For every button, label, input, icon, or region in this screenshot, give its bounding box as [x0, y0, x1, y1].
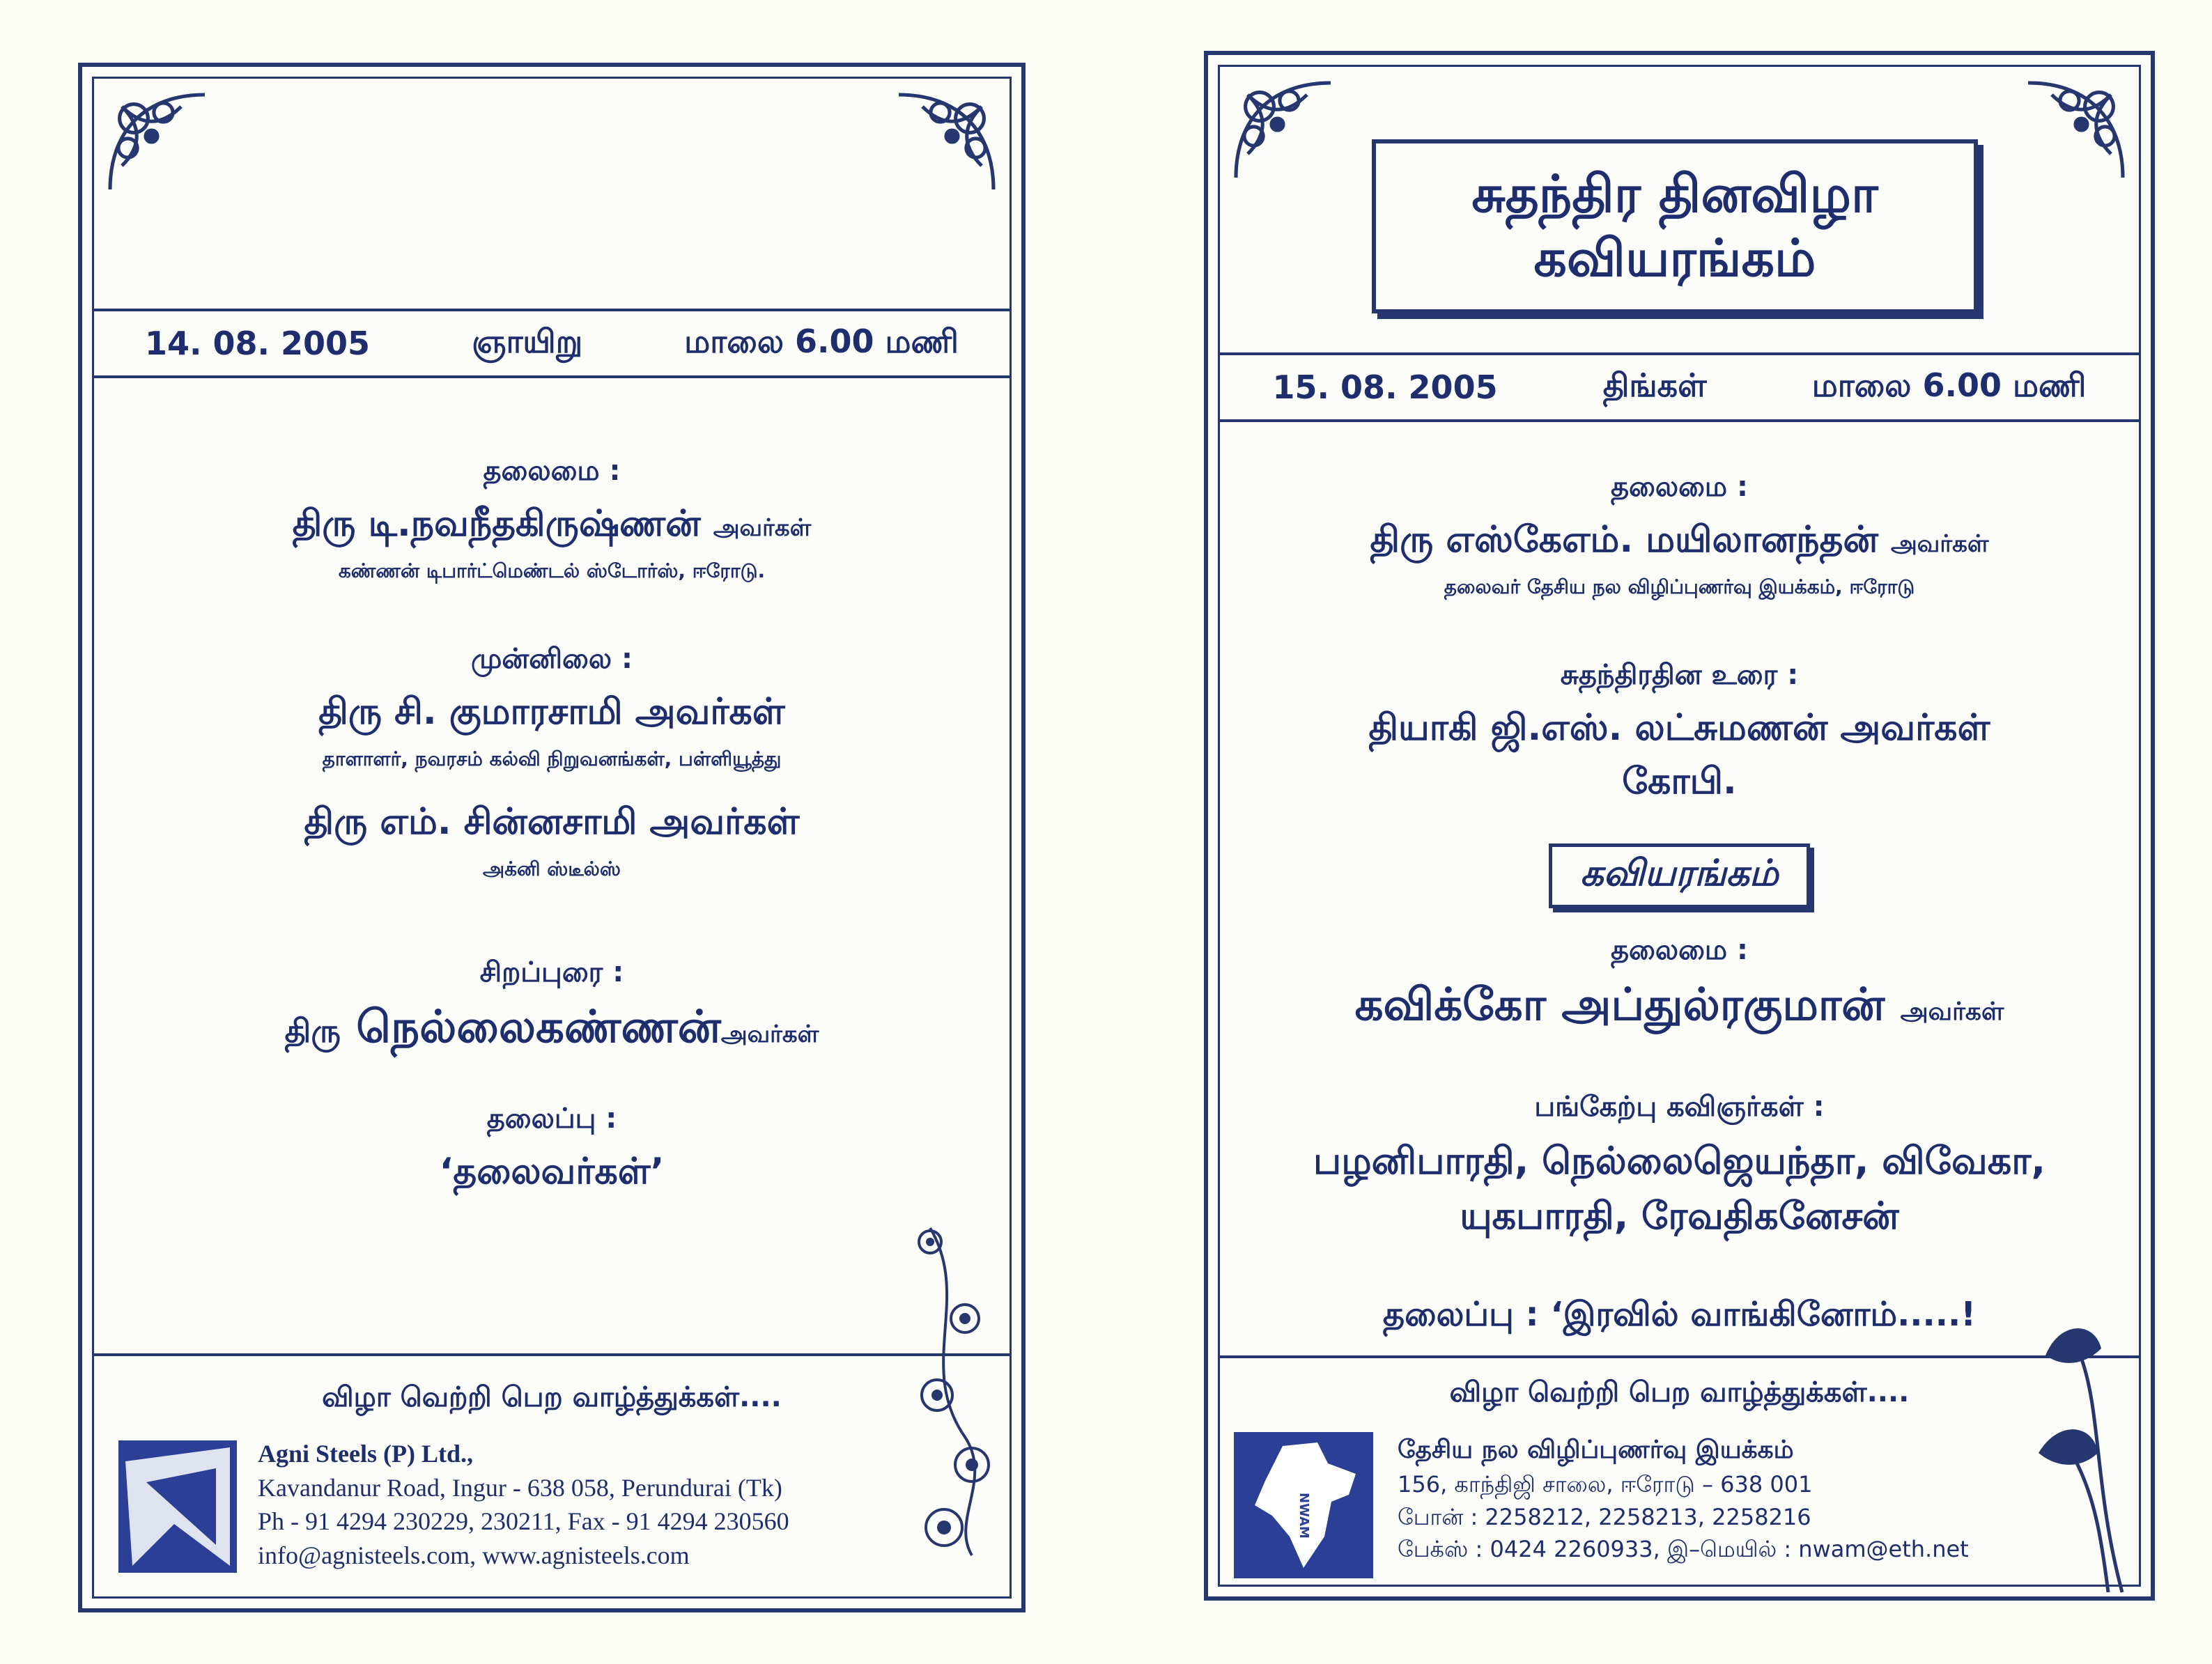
date-band — [1220, 352, 2139, 422]
topic-section — [94, 1103, 1010, 1197]
event-day: திங்கள் — [1602, 366, 1707, 404]
left-inner-border — [92, 77, 1012, 1599]
logo-text: NWAM — [1297, 1493, 1311, 1539]
corner-ornament-icon — [2016, 71, 2135, 189]
sponsor-details — [258, 1437, 789, 1572]
event-date: 14. 08. 2005 — [145, 325, 371, 362]
kaviyarangam-box: கவியரங்கம் — [1549, 843, 1810, 908]
event-time: மாலை 6.00 மணி — [684, 322, 959, 360]
greeting-text: விழா வெற்றி பெற வாழ்த்துக்கள்.... — [1449, 1376, 1910, 1408]
sponsor-web: info@agnisteels.com, www.agnisteels.com — [258, 1541, 690, 1569]
sponsor-address: Kavandanur Road, Ingur - 638 058, Perundurai (Tk) — [258, 1473, 782, 1502]
corner-ornament-icon — [887, 83, 1005, 201]
topic-section — [1220, 1282, 2139, 1338]
chair-section — [1220, 471, 2139, 601]
event-time: மாலை 6.00 மணி — [1811, 366, 2087, 404]
chair-label: தலைமை : — [483, 455, 621, 487]
org-phone: போன் : 2258212, 2258213, 2258216 — [1398, 1503, 1811, 1530]
special-label: சிறப்புரை : — [479, 956, 624, 988]
organization-details — [1398, 1432, 1969, 1565]
presence-name-1: திரு சி. குமாரசாமி அவர்கள் — [318, 691, 785, 733]
corner-ornament-icon — [1224, 71, 1343, 189]
footer-divider — [1220, 1355, 2139, 1358]
speech-place: கோபி. — [1622, 761, 1737, 802]
kaviyarangam-heading — [1220, 843, 2139, 908]
speech-speaker: தியாகி ஜி.எஸ். லட்சுமணன் அவர்கள் — [1368, 707, 1990, 749]
chair-label: தலைமை : — [1610, 471, 1749, 503]
nwam-india-map-logo — [1234, 1432, 1373, 1578]
sponsor-name: Agni Steels (P) Ltd., — [258, 1440, 473, 1468]
right-invitation-page — [1204, 51, 2155, 1601]
event-date: 15. 08. 2005 — [1272, 368, 1498, 406]
title-line-2: கவியரங்கம் — [1533, 228, 1816, 288]
special-speech-section — [94, 956, 1010, 1059]
date-band — [94, 309, 1010, 378]
presence-section — [94, 643, 1010, 883]
presence-detail-1: தாளாளர், நவரசம் கல்வி நிறுவனங்கள், பள்ளியூத்து — [322, 747, 782, 770]
presence-label: முன்னிலை : — [470, 643, 633, 675]
org-fax-email: பேக்ஸ் : 0424 2260933, இ–மெயில் : nwam@eth.net — [1398, 1535, 1969, 1562]
special-speaker: திரு நெல்லைகண்ணன்அவர்கள் — [284, 1002, 819, 1053]
poets-label: பங்கேற்பு கவிஞர்கள் : — [1534, 1091, 1825, 1123]
topic-text: ‘தலைவர்கள்’ — [439, 1151, 665, 1192]
chair-name: திரு எஸ்கேஎம். மயிலானந்தன் அவர்கள் — [1370, 519, 1989, 561]
org-address: 156, காந்திஜி சாலை, ஈரோடு – 638 001 — [1398, 1471, 1813, 1498]
speech-label: சுதந்திரதின உரை : — [1560, 659, 1799, 691]
agni-logo — [118, 1440, 237, 1573]
kavi-chair-label: தலைமை : — [1610, 934, 1749, 966]
kavi-chair-section — [1220, 934, 2139, 1036]
poets-line-1: பழனிபாரதி, நெல்லைஜெயந்தா, விவேகா, — [1313, 1139, 2045, 1183]
poets-section — [1220, 1091, 2139, 1243]
event-day: ஞாயிறு — [472, 322, 583, 360]
presence-name-2: திரு எம். சின்னசாமி அவர்கள் — [304, 801, 800, 843]
corner-ornament-icon — [98, 83, 217, 201]
chair-detail: கண்ணன் டிபார்ட்மெண்டல் ஸ்டோர்ஸ், ஈரோடு. — [338, 559, 766, 582]
topic-text: தலைப்பு : ‘இரவில் வாங்கினோம்.....! — [1382, 1295, 1977, 1334]
chair-section — [94, 455, 1010, 585]
topic-label: தலைப்பு : — [486, 1103, 617, 1135]
footer-divider — [94, 1353, 1010, 1356]
chair-name: திரு டி.நவநீதகிருஷ்ணன் அவர்கள் — [292, 503, 812, 545]
chair-detail: தலைவர் தேசிய நல விழிப்புணர்வு இயக்கம், ஈரோடு — [1444, 575, 1915, 598]
greeting-text: விழா வெற்றி பெற வாழ்த்துக்கள்.... — [322, 1381, 782, 1413]
poets-line-2: யுகபாரதி, ரேவதிகனேசன் — [1460, 1194, 1899, 1238]
title-line-1: சுதந்திர தினவிழா — [1471, 164, 1878, 224]
right-inner-border — [1218, 65, 2141, 1587]
org-name: தேசிய நல விழிப்புணர்வு இயக்கம் — [1398, 1436, 1794, 1464]
sponsor-phone: Ph - 91 4294 230229, 230211, Fax - 91 4294 230560 — [258, 1507, 789, 1536]
kavi-chair-name: கவிக்கோ அப்துல்ரகுமான் அவர்கள் — [1354, 979, 2004, 1031]
speech-section — [1220, 659, 2139, 807]
event-title-box — [1372, 139, 1978, 313]
left-invitation-page — [78, 63, 1026, 1612]
presence-detail-2: அக்னி ஸ்டீல்ஸ் — [483, 857, 621, 880]
